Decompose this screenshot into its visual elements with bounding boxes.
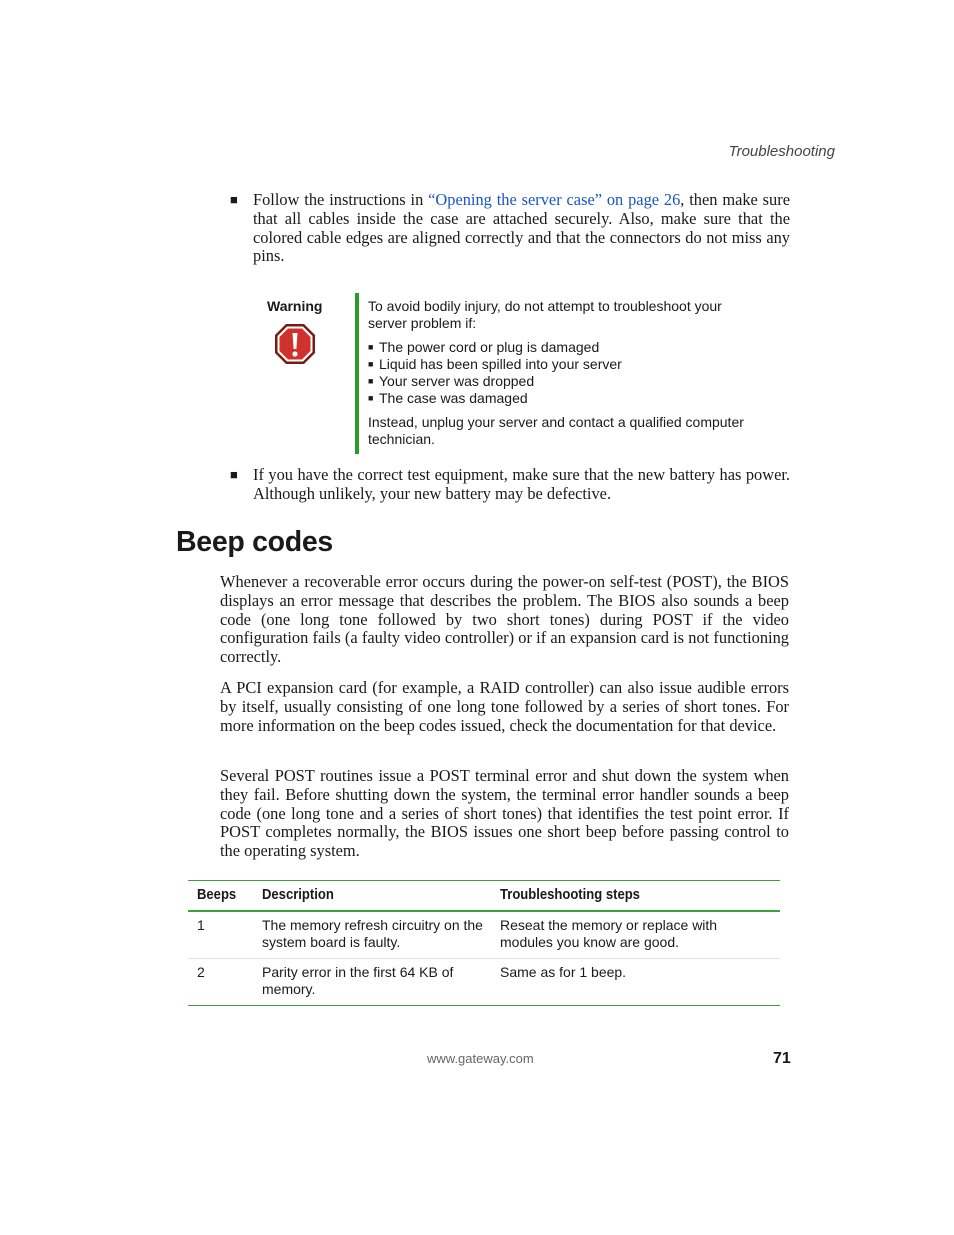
table-cell: Reseat the memory or replace with modules you know are good. (491, 911, 780, 959)
bullet-item-check-cables (230, 191, 790, 266)
page-number: 71 (773, 1050, 791, 1067)
warning-list-item: ■ The case was damaged (368, 390, 528, 406)
warning-list-item: ■ Your server was dropped (368, 373, 535, 389)
column-header-description: Description (253, 881, 491, 912)
column-header-beeps: Beeps (188, 881, 253, 912)
paragraph: Several POST routines issue a POST terminal error and shut down the system when they fail. Before shutting down the system, the terminal error handler sounds a beep code (one long tone and a series of short tones) that identifies the test point error. If POST completes normally, the BIOS issues one short beep before passing control to the operating system. (220, 766, 789, 861)
table-row (188, 911, 780, 959)
bullet-marker: ■ (230, 192, 238, 207)
footer-url[interactable]: www.gateway.com (427, 1051, 534, 1066)
table-cell: Same as for 1 beep. (491, 959, 780, 1006)
table-cell: The memory refresh circuitry on the system board is faulty. (253, 911, 491, 959)
warning-body (368, 298, 748, 448)
bullet-text: If you have the correct test equipment, make sure that the new battery has power. Although unlikely, your new battery may be defective. (253, 465, 790, 503)
beep-codes-table (188, 880, 780, 1006)
table-header-row (188, 881, 780, 912)
warning-bar (355, 293, 359, 454)
warning-outro: Instead, unplug your server and contact a qualified computer technician. (368, 414, 744, 447)
section-heading: Beep codes (176, 526, 333, 558)
warning-list-item: ■ Liquid has been spilled into your server (368, 356, 622, 372)
opening-server-case-link[interactable]: “Opening the server case” on page 26 (428, 190, 681, 209)
warning-octagon-icon (273, 322, 317, 366)
running-head: Troubleshooting (728, 143, 835, 160)
warning-label: Warning (267, 298, 323, 314)
warning-intro: To avoid bodily injury, do not attempt to troubleshoot your server problem if: (368, 298, 722, 331)
paragraph: Whenever a recoverable error occurs during the power-on self-test (POST), the BIOS displays an error message that describes the problem. The BIOS also sounds a beep code (one long tone followed by two short tones) during POST if the video configuration fails (a faulty video controller) or if an expansion card is not functioning correctly. (220, 572, 789, 667)
bullet-item-battery (230, 466, 790, 504)
table-cell: Parity error in the first 64 KB of memory. (253, 959, 491, 1006)
bullet-text-suffix: , then make sure that all cables inside the case are attached securely. Also, make sure that the colored cable edges are aligned correctly and that the connectors do not miss any pins. (253, 190, 790, 266)
warning-list-item: ■ The power cord or plug is damaged (368, 339, 600, 355)
bullet-marker: ■ (230, 467, 238, 482)
table-row (188, 959, 780, 1006)
column-header-troubleshooting: Troubleshooting steps (491, 881, 780, 912)
bullet-text-prefix: Follow the instructions in (253, 190, 429, 209)
table-cell: 2 (188, 959, 253, 1006)
warning-list (368, 339, 748, 407)
paragraph: A PCI expansion card (for example, a RAID controller) can also issue audible errors by itself, usually consisting of one long tone followed by a series of short tones. For more information on the beep codes issued, check the documentation for that device. (220, 678, 789, 735)
table-cell: 1 (188, 911, 253, 959)
